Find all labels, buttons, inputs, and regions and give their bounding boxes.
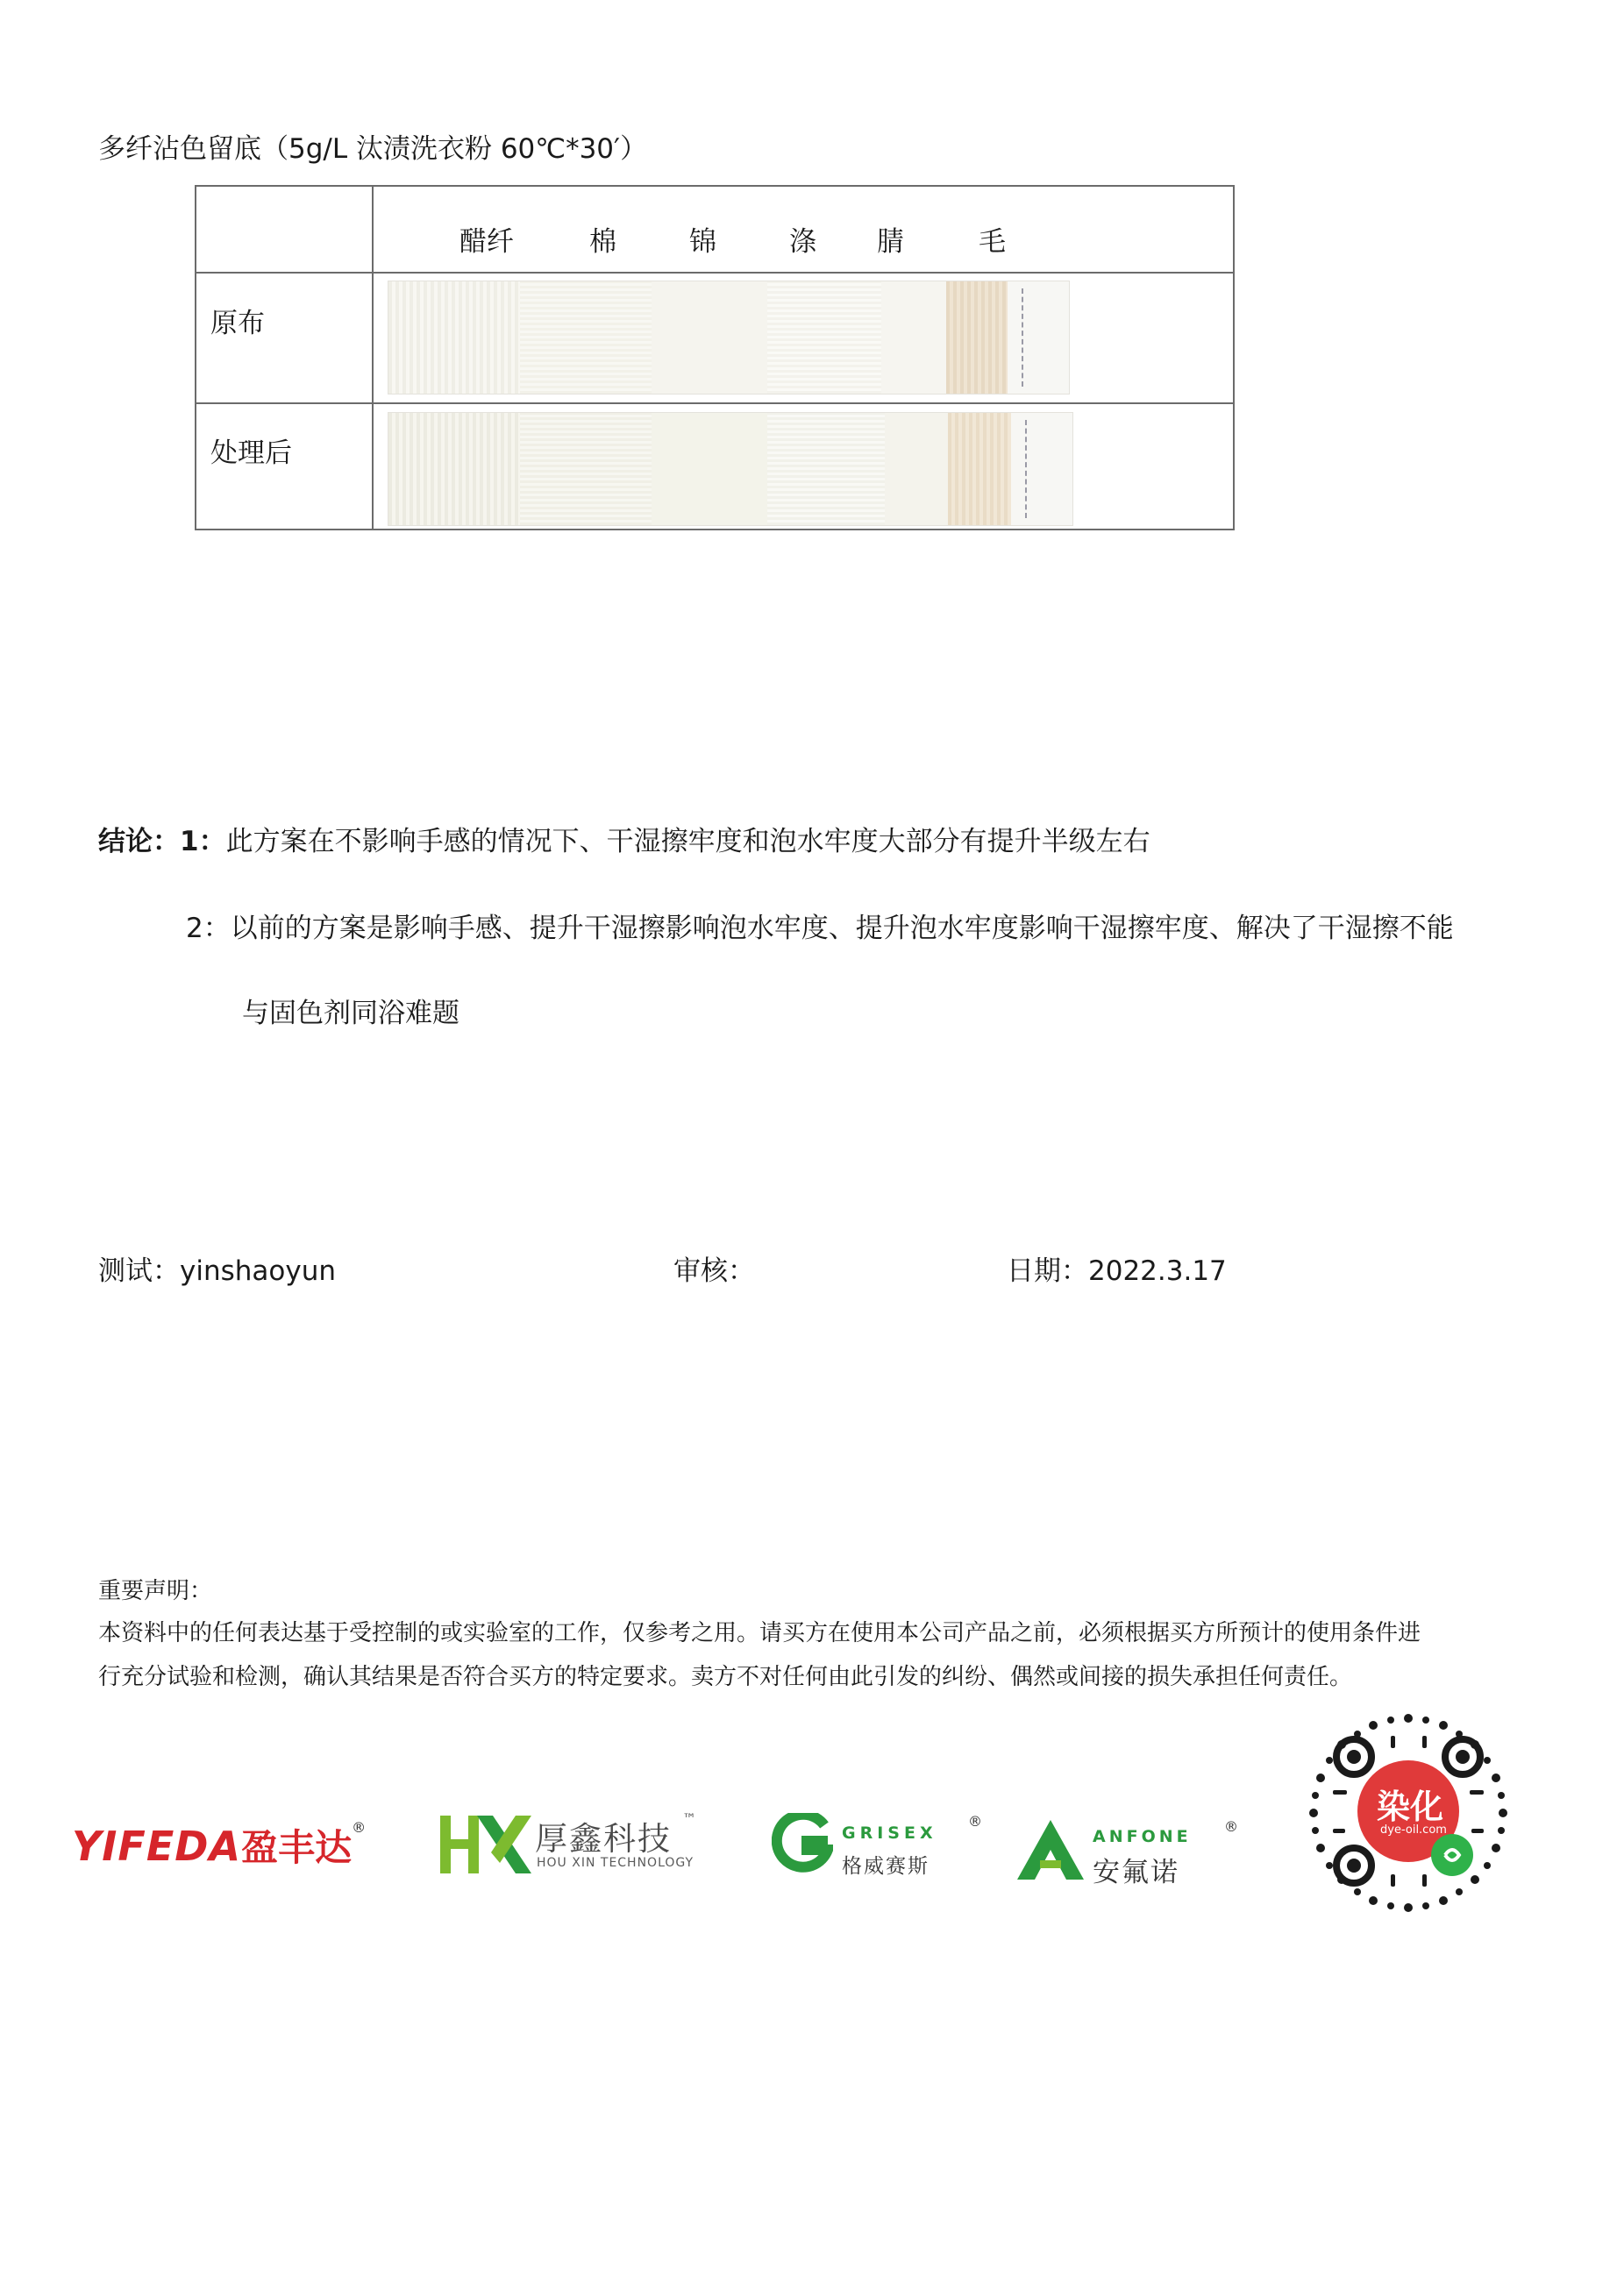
swatch-wool: [948, 413, 1011, 525]
registered-mark: ®: [1224, 1818, 1238, 1835]
swatch-acrylic: [881, 281, 946, 394]
conclusion-line-1: [98, 819, 1150, 858]
grisex-g-icon: [772, 1813, 833, 1876]
strip-end: [1008, 281, 1069, 394]
fiber-label-acrylic: 腈: [877, 226, 904, 258]
houxin-mark-icon: [438, 1810, 535, 1880]
fiber-label-polyester: 涤: [789, 226, 816, 258]
reviewer-field: 审核：: [673, 1255, 755, 1287]
registered-mark: ®: [352, 1819, 367, 1836]
trademark-mark: ™: [682, 1810, 696, 1827]
disclaimer-line-2: 行充分试验和检测，确认其结果是否符合买方的特定要求。卖方不对任何由此引发的纠纷、偶然或间接的损失承担任何责任。: [98, 1664, 1353, 1690]
conclusion-line-2: [186, 906, 1454, 945]
swatch-cotton: [520, 281, 652, 394]
fiber-label-nylon: 锦: [689, 226, 716, 258]
grisex-logo: [772, 1813, 982, 1883]
anfone-logo-en: ANFONE: [1093, 1827, 1192, 1846]
swatch-polyester: [767, 281, 881, 394]
table-row-divider: [196, 402, 1233, 404]
swatch-wool: [946, 281, 1008, 394]
conclusion-item1-text: 此方案在不影响手感的情况下、干湿擦牢度和泡水牢度大部分有提升半级左右: [225, 826, 1150, 857]
table-column-divider: [372, 187, 374, 529]
swatch-nylon: [652, 413, 767, 525]
swatch-cotton: [520, 413, 652, 525]
disclaimer-title: 重要声明：: [98, 1578, 213, 1604]
conclusion-item2-number: 2：: [186, 913, 231, 944]
strip-end: [1011, 413, 1072, 525]
stain-test-table: [195, 185, 1235, 530]
yifeda-logo: [72, 1819, 366, 1872]
swatch-nylon: [652, 281, 767, 394]
houxin-logo-en: HOU XIN TECHNOLOGY: [537, 1856, 694, 1870]
anfone-logo: [1015, 1818, 1243, 1888]
table-row-divider: [196, 272, 1233, 274]
grisex-logo-en: GRISEX: [842, 1823, 937, 1843]
fiber-label-acetate: 醋纤: [459, 226, 514, 258]
disclaimer-line-1: 本资料中的任何表达基于受控制的或实验室的工作，仅参考之用。请买方在使用本公司产品之前，必须根据买方所预计的使用条件进: [98, 1620, 1421, 1646]
houxin-logo-cn: 厚鑫科技: [535, 1820, 672, 1858]
fiber-label-wool: 毛: [979, 226, 1006, 258]
tester-field: 测试：yinshaoyun: [98, 1255, 337, 1287]
anfone-a-icon: [1015, 1818, 1086, 1881]
stitch-line: [1022, 288, 1023, 387]
grisex-logo-cn: 格威赛斯: [842, 1855, 930, 1878]
fabric-strip-treated: [388, 412, 1073, 526]
stitch-line: [1025, 420, 1027, 518]
qr-title: 染化: [1377, 1788, 1444, 1826]
swatch-polyester: [767, 413, 885, 525]
swatch-acetate: [388, 281, 520, 394]
swatch-acrylic: [885, 413, 948, 525]
yifeda-logo-cn: 盈丰达: [241, 1826, 353, 1869]
conclusion-item2-text-continued: 与固色剂同浴难题: [242, 998, 459, 1029]
section-title: 多纤沾色留底（5g/L 汰渍洗衣粉 60℃*30′）: [98, 133, 648, 165]
anfone-logo-cn: 安氟诺: [1093, 1857, 1179, 1888]
swatch-acetate: [388, 413, 520, 525]
fabric-strip-original: [388, 281, 1070, 395]
houxin-logo: [438, 1810, 702, 1880]
yifeda-logo-en: YIFEDA: [72, 1823, 242, 1870]
conclusion-item2-text: 以前的方案是影响手感、提升干湿擦影响泡水牢度、提升泡水牢度影响干湿擦牢度、解决了干湿擦不能: [230, 913, 1454, 944]
registered-mark: ®: [968, 1813, 982, 1830]
qr-site: dye-oil.com: [1380, 1823, 1447, 1837]
row-label-original: 原布: [210, 308, 265, 339]
row-label-treated: 处理后: [210, 437, 292, 469]
mini-program-code[interactable]: [1303, 1706, 1514, 1916]
fiber-label-cotton: 棉: [589, 226, 616, 258]
conclusion-item1-number: 1：: [180, 826, 226, 857]
conclusion-prefix: 结论：: [98, 826, 180, 857]
date-field: 日期：2022.3.17: [1007, 1255, 1227, 1287]
